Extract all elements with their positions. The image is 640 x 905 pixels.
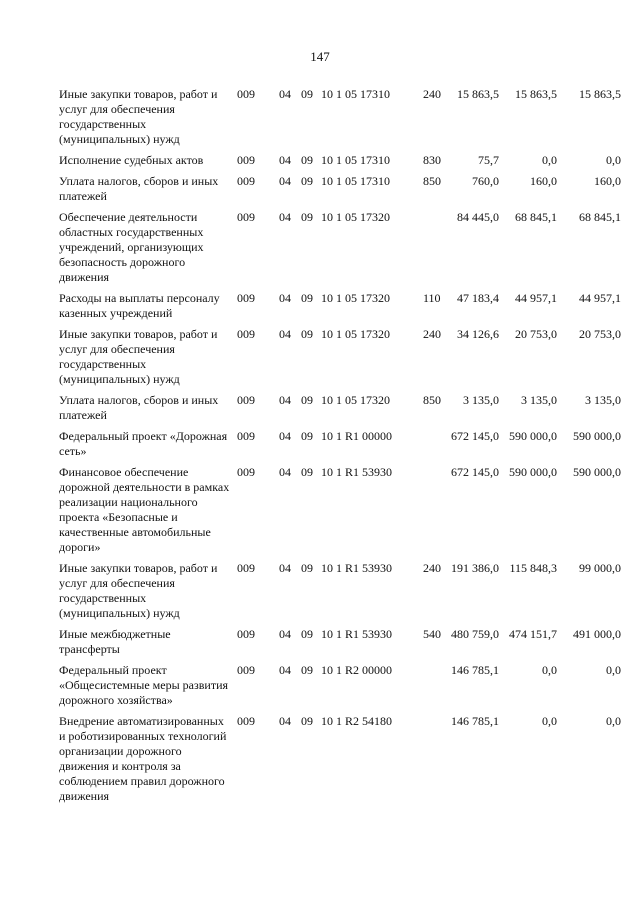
section-code: 04 [279, 153, 291, 167]
row-name: Федеральный проект «Дорожная сеть» [59, 429, 228, 458]
amount-year-1: 672 145,0 [451, 429, 499, 443]
subsection-code: 09 [301, 465, 313, 479]
target-article-code: 10 1 R1 53930 [321, 561, 393, 575]
table-row [59, 327, 621, 393]
target-article-code: 10 1 05 17320 [321, 393, 390, 407]
expense-type-code [423, 465, 443, 561]
row-name: Внедрение автоматизированных и роботизированных технологий организации дорожного движения и контроля за соблюдением правил дорожного движения [59, 714, 227, 803]
section-code: 04 [279, 429, 291, 443]
amount-year-1: 84 445,0 [457, 210, 499, 224]
row-name: Иные закупки товаров, работ и услуг для обеспечения государственных (муниципальных) нужд [59, 561, 218, 620]
target-article-code: 10 1 R1 00000 [321, 429, 393, 443]
amount-year-2: 474 151,7 [509, 627, 557, 641]
row-name: Федеральный проект «Общесистемные меры развития дорожного хозяйства» [59, 663, 229, 707]
ministry-code: 009 [237, 714, 255, 728]
section-code: 04 [279, 714, 291, 728]
table-row [59, 87, 621, 153]
amount-year-2: 0,0 [542, 714, 557, 728]
subsection-code: 09 [301, 714, 313, 728]
target-article-code: 10 1 R2 54180 [321, 714, 393, 728]
expense-type-code: 850 [423, 393, 441, 407]
row-name: Исполнение судебных актов [59, 153, 204, 167]
expense-type-code: 110 [423, 291, 441, 305]
ministry-code: 009 [237, 291, 255, 305]
subsection-code: 09 [301, 210, 313, 224]
budget-table [59, 87, 621, 810]
amount-year-2: 68 845,1 [515, 210, 557, 224]
target-article-code: 10 1 05 17310 [321, 87, 390, 101]
amount-year-3: 160,0 [594, 174, 621, 188]
ministry-code: 009 [237, 210, 255, 224]
amount-year-2: 590 000,0 [509, 429, 557, 443]
subsection-code: 09 [301, 87, 313, 101]
ministry-code: 009 [237, 327, 255, 341]
amount-year-3: 491 000,0 [573, 627, 621, 641]
section-code: 04 [279, 210, 291, 224]
section-code: 04 [279, 174, 291, 188]
subsection-code: 09 [301, 174, 313, 188]
amount-year-1: 760,0 [472, 174, 499, 188]
amount-year-2: 15 863,5 [515, 87, 557, 101]
ministry-code: 009 [237, 174, 255, 188]
table-row [59, 291, 621, 327]
amount-year-2: 44 957,1 [515, 291, 557, 305]
ministry-code: 009 [237, 627, 255, 641]
table-row [59, 663, 621, 714]
table-row [59, 627, 621, 663]
target-article-code: 10 1 R1 53930 [321, 465, 393, 479]
subsection-code: 09 [301, 627, 313, 641]
amount-year-3: 590 000,0 [573, 465, 621, 479]
amount-year-3: 0,0 [606, 714, 621, 728]
expense-type-code: 240 [423, 561, 441, 575]
table-row [59, 174, 621, 210]
table-row [59, 153, 621, 174]
ministry-code: 009 [237, 429, 255, 443]
target-article-code: 10 1 R1 53930 [321, 627, 393, 641]
amount-year-2: 3 135,0 [521, 393, 557, 407]
ministry-code: 009 [237, 465, 255, 479]
amount-year-1: 15 863,5 [457, 87, 499, 101]
row-name: Иные межбюджетные трансферты [59, 627, 171, 656]
amount-year-1: 47 183,4 [457, 291, 499, 305]
amount-year-2: 115 848,3 [509, 561, 557, 575]
amount-year-2: 160,0 [530, 174, 557, 188]
amount-year-2: 0,0 [542, 663, 557, 677]
amount-year-3: 590 000,0 [573, 429, 621, 443]
row-name: Иные закупки товаров, работ и услуг для обеспечения государственных (муниципальных) нужд [59, 87, 218, 146]
amount-year-1: 34 126,6 [457, 327, 499, 341]
target-article-code: 10 1 05 17320 [321, 291, 390, 305]
table-row [59, 393, 621, 429]
ministry-code: 009 [237, 393, 255, 407]
amount-year-1: 672 145,0 [451, 465, 499, 479]
amount-year-3: 68 845,1 [579, 210, 621, 224]
page-number: 147 [310, 49, 330, 64]
subsection-code: 09 [301, 393, 313, 407]
section-code: 04 [279, 465, 291, 479]
row-name: Финансовое обеспечение дорожной деятельности в рамках реализации национального проекта «Безопасные и качественные автомобильные дороги» [59, 465, 230, 554]
subsection-code: 09 [301, 153, 313, 167]
row-name: Обеспечение деятельности областных государственных учреждений, организующих безопасность дорожного движения [59, 210, 204, 284]
amount-year-3: 44 957,1 [579, 291, 621, 305]
row-name: Уплата налогов, сборов и иных платежей [59, 174, 219, 203]
amount-year-3: 99 000,0 [579, 561, 621, 575]
section-code: 04 [279, 291, 291, 305]
row-name: Иные закупки товаров, работ и услуг для обеспечения государственных (муниципальных) нужд [59, 327, 218, 386]
target-article-code: 10 1 05 17310 [321, 174, 390, 188]
amount-year-1: 146 785,1 [451, 714, 499, 728]
expense-type-code: 240 [423, 87, 441, 101]
expense-type-code: 830 [423, 153, 441, 167]
expense-type-code: 540 [423, 627, 441, 641]
amount-year-1: 480 759,0 [451, 627, 499, 641]
ministry-code: 009 [237, 561, 255, 575]
amount-year-3: 3 135,0 [585, 393, 621, 407]
amount-year-2: 0,0 [542, 153, 557, 167]
subsection-code: 09 [301, 327, 313, 341]
ministry-code: 009 [237, 153, 255, 167]
section-code: 04 [279, 393, 291, 407]
ministry-code: 009 [237, 87, 255, 101]
amount-year-1: 146 785,1 [451, 663, 499, 677]
amount-year-1: 75,7 [478, 153, 499, 167]
amount-year-2: 20 753,0 [515, 327, 557, 341]
amount-year-1: 191 386,0 [451, 561, 499, 575]
expense-type-code [423, 429, 443, 465]
amount-year-3: 20 753,0 [579, 327, 621, 341]
expense-type-code [423, 714, 443, 810]
section-code: 04 [279, 663, 291, 677]
amount-year-3: 15 863,5 [579, 87, 621, 101]
expense-type-code [423, 663, 443, 714]
subsection-code: 09 [301, 663, 313, 677]
expense-type-code: 850 [423, 174, 441, 188]
table-row [59, 465, 621, 561]
row-name: Расходы на выплаты персоналу казенных учреждений [59, 291, 220, 320]
target-article-code: 10 1 05 17310 [321, 153, 390, 167]
expense-type-code: 240 [423, 327, 441, 341]
section-code: 04 [279, 87, 291, 101]
subsection-code: 09 [301, 561, 313, 575]
amount-year-2: 590 000,0 [509, 465, 557, 479]
subsection-code: 09 [301, 429, 313, 443]
amount-year-3: 0,0 [606, 663, 621, 677]
section-code: 04 [279, 561, 291, 575]
subsection-code: 09 [301, 291, 313, 305]
amount-year-3: 0,0 [606, 153, 621, 167]
section-code: 04 [279, 627, 291, 641]
expense-type-code [423, 210, 443, 291]
table-row [59, 210, 621, 291]
row-name: Уплата налогов, сборов и иных платежей [59, 393, 219, 422]
amount-year-1: 3 135,0 [463, 393, 499, 407]
target-article-code: 10 1 05 17320 [321, 327, 390, 341]
table-row [59, 561, 621, 627]
target-article-code: 10 1 05 17320 [321, 210, 390, 224]
ministry-code: 009 [237, 663, 255, 677]
table-row [59, 714, 621, 810]
table-row [59, 429, 621, 465]
target-article-code: 10 1 R2 00000 [321, 663, 393, 677]
section-code: 04 [279, 327, 291, 341]
